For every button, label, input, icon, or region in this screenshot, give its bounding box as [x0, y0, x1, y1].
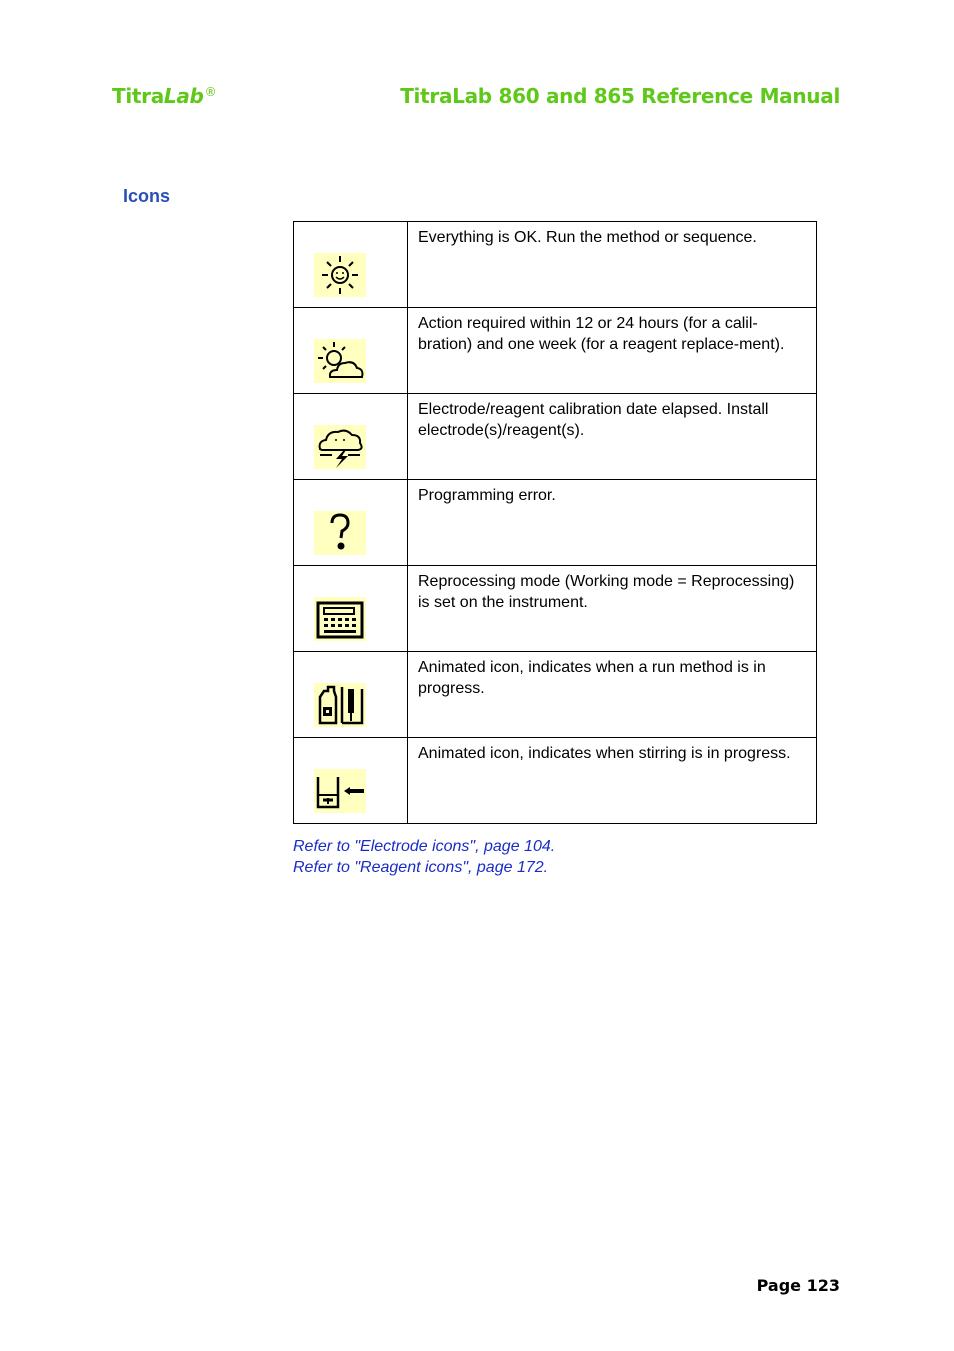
- icon-description: Animated icon, indicates when a run method is in progress.: [408, 652, 817, 738]
- table-row: [294, 394, 817, 480]
- brand-registered-mark: ®: [204, 85, 217, 99]
- storm-cloud-icon: [314, 425, 366, 469]
- calculator-icon: [314, 597, 366, 641]
- reference-line: Refer to "Reagent icons", page 172.: [293, 859, 549, 876]
- icon-cell: [294, 394, 408, 480]
- sun-cloud-icon: [314, 339, 366, 383]
- titration-run-icon: [314, 683, 366, 727]
- table-row: [294, 738, 817, 824]
- brand-logo: [112, 84, 216, 108]
- icon-cell: [294, 308, 408, 394]
- icon-description: Reprocessing mode (Working mode = Reprocessing) is set on the instrument.: [408, 566, 817, 652]
- icons-table: [293, 221, 817, 824]
- sun-icon: [314, 253, 366, 297]
- references: [293, 836, 555, 878]
- table-row: [294, 652, 817, 738]
- question-mark-icon: [314, 511, 366, 555]
- table-row: [294, 222, 817, 308]
- icon-cell: [294, 222, 408, 308]
- table-row: [294, 480, 817, 566]
- icon-cell: [294, 652, 408, 738]
- section-heading: Icons: [123, 186, 171, 206]
- icon-description: Everything is OK. Run the method or sequence.: [408, 222, 817, 308]
- icon-cell: [294, 480, 408, 566]
- icon-description: Action required within 12 or 24 hours (for a calil-bration) and one week (for a reagent replace-ment).: [408, 308, 817, 394]
- brand-prefix: Titra: [112, 84, 164, 108]
- icon-description: Programming error.: [408, 480, 817, 566]
- document-title: TitraLab 860 and 865 Reference Manual: [400, 84, 840, 108]
- icon-cell: [294, 566, 408, 652]
- icon-description: Electrode/reagent calibration date elapsed. Install electrode(s)/reagent(s).: [408, 394, 817, 480]
- icon-description: Animated icon, indicates when stirring is in progress.: [408, 738, 817, 824]
- reference-line: Refer to "Electrode icons", page 104.: [293, 838, 556, 855]
- table-row: [294, 566, 817, 652]
- icon-cell: [294, 738, 408, 824]
- table-row: [294, 308, 817, 394]
- electrode-icons-link[interactable]: Refer to "Electrode icons", page 104: [293, 838, 551, 855]
- reagent-icons-link[interactable]: Refer to "Reagent icons", page 172: [293, 859, 544, 876]
- stirring-icon: [314, 769, 366, 813]
- page-number: Page 123: [756, 1276, 840, 1295]
- brand-suffix: Lab: [163, 84, 204, 108]
